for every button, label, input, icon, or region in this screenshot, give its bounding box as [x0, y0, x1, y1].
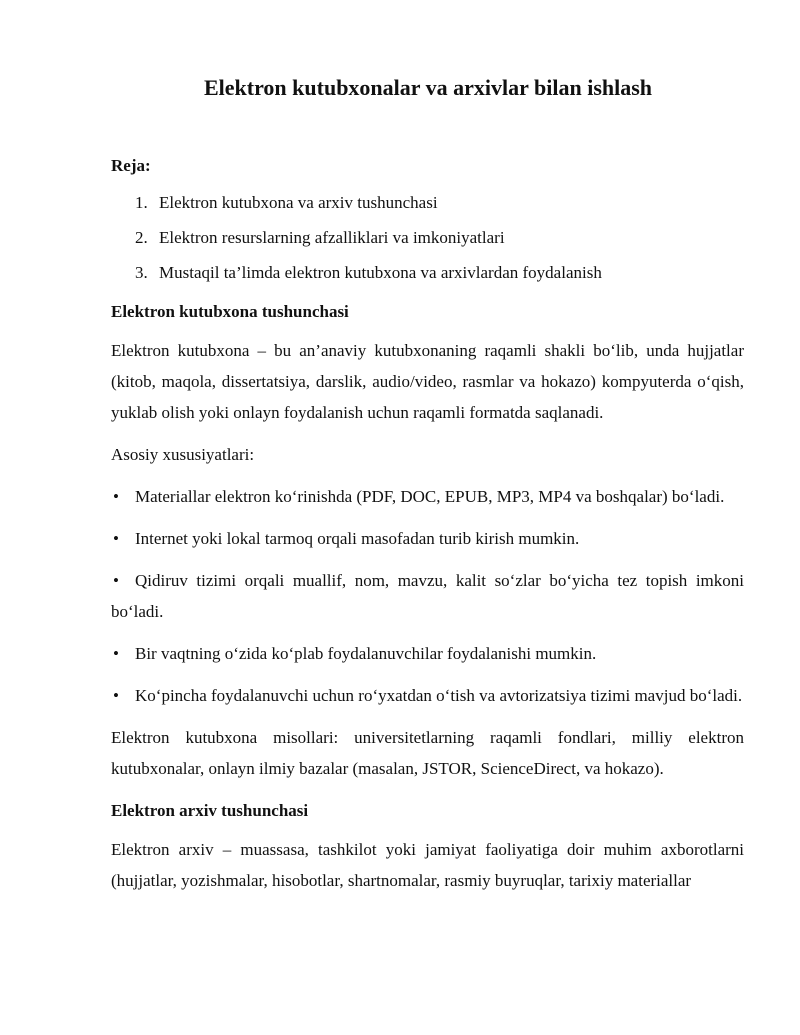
plan-item-text: Elektron resurslarning afzalliklari va imkoniyatlari	[159, 228, 505, 247]
document-body	[111, 150, 744, 907]
plan-item	[111, 220, 744, 255]
plan-list	[111, 185, 744, 290]
features-label: Asosiy xususiyatlari:	[111, 445, 255, 464]
plan-item-number: 1.	[135, 193, 148, 212]
bullet-icon: •	[113, 571, 119, 590]
feature-bullet-item	[111, 523, 744, 554]
archive-definition-paragraph: Elektron arxiv – muassasa, tashkilot yoki jamiyat faoliyatiga doir muhim axborotlarni (hujjatlar, yozishmalar, hisobotlar, shartnomalar, rasmiy buyruqlar, tarixiy materiallar	[111, 840, 744, 890]
plan-item-text: Mustaqil ta’limda elektron kutubxona va arxivlardan foydalanish	[159, 263, 602, 282]
plan-item-number: 2.	[135, 228, 148, 247]
bullet-icon: •	[113, 487, 119, 506]
feature-bullet-item	[111, 481, 744, 512]
feature-bullet-item	[111, 638, 744, 669]
section-heading-archive: Elektron arxiv tushunchasi	[111, 801, 309, 820]
plan-item-number: 3.	[135, 263, 148, 282]
plan-item	[111, 255, 744, 290]
document-title: Elektron kutubxonalar va arxivlar bilan ishlash	[203, 75, 653, 100]
library-definition-paragraph: Elektron kutubxona – bu an’anaviy kutubxonaning raqamli shakli bo‘lib, unda hujjatlar (kitob, maqola, dissertatsiya, darslik, audio/video, rasmlar va hokazo) kompyuterda o‘qish, yuklab olish yoki onlayn foydalanish uchun raqamli formatda saqlanadi.	[111, 341, 744, 422]
bullet-icon: •	[113, 644, 119, 663]
feature-text: Qidiruv tizimi orqali muallif, nom, mavzu, kalit so‘zlar bo‘yicha tez topish imkoni bo‘ladi.	[111, 571, 744, 621]
feature-text: Ko‘pincha foydalanuvchi uchun ro‘yxatdan o‘tish va avtorizatsiya tizimi mavjud bo‘ladi.	[135, 686, 743, 705]
feature-text: Bir vaqtning o‘zida ko‘plab foydalanuvchilar foydalanishi mumkin.	[135, 644, 597, 663]
bullet-icon: •	[113, 686, 119, 705]
feature-bullet-item	[111, 565, 744, 627]
library-examples-paragraph: Elektron kutubxona misollari: universitetlarning raqamli fondlari, milliy elektron kutubxonalar, onlayn ilmiy bazalar (masalan, JSTOR, ScienceDirect, va hokazo).	[111, 728, 744, 778]
section-heading-library: Elektron kutubxona tushunchasi	[111, 302, 349, 321]
feature-bullet-item	[111, 680, 744, 711]
feature-text: Internet yoki lokal tarmoq orqali masofadan turib kirish mumkin.	[135, 529, 580, 548]
plan-item-text: Elektron kutubxona va arxiv tushunchasi	[159, 193, 438, 212]
feature-text: Materiallar elektron ko‘rinishda (PDF, DOC, EPUB, MP3, MP4 va boshqalar) bo‘ladi.	[135, 487, 725, 506]
bullet-icon: •	[113, 529, 119, 548]
plan-item	[111, 185, 744, 220]
plan-label: Reja:	[111, 156, 151, 175]
